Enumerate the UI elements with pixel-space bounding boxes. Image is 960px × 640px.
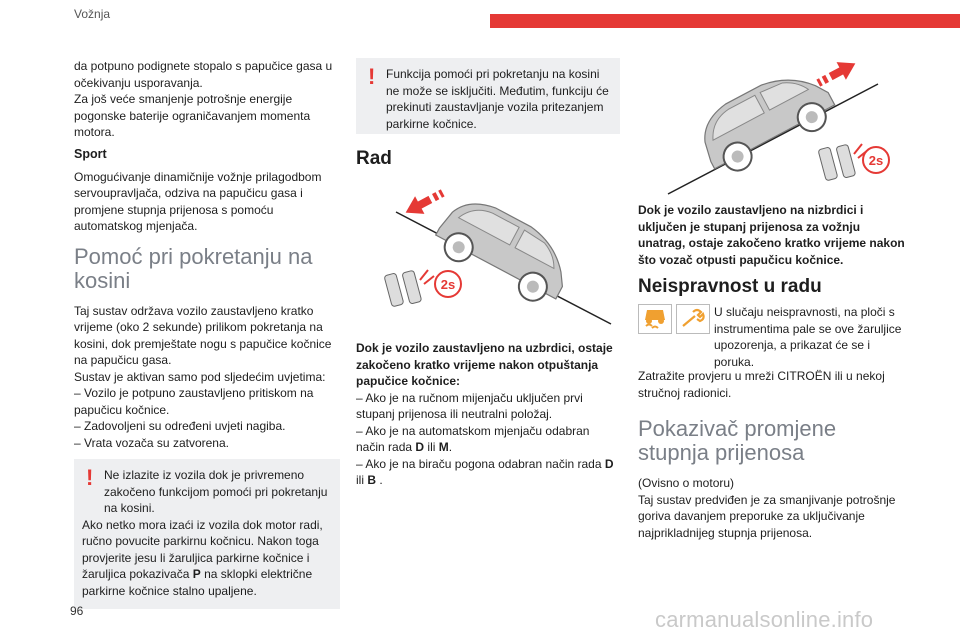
intro-text: Taj sustav održava vozilo zaustavljeno kratko vrijeme (oko 2 sekunde) prilikom pokretanja na kosini, dok premještate nogu s papučice kočnice na papučicu gasa. — [74, 303, 332, 367]
list-item — [356, 423, 620, 456]
list-text: ili — [427, 440, 436, 454]
fault-text: U slučaju neispravnosti, na ploči s instrumentima pale se ove žaruljice upozorenja, a prikazat će se i poruka. — [714, 305, 902, 369]
rad-title: Rad — [356, 148, 392, 169]
list-item — [356, 456, 620, 489]
fault-icons — [638, 304, 710, 334]
downhill-heading: Dok je vozilo zaustavljeno na nizbrdici i uključen je stupanj prijenosa za vožnju unatrag, ostaje zakočeno kratko vrijeme nakon što vozač otpusti papučicu kočnice. — [638, 203, 905, 267]
paragraph: Za još veće smanjenje potrošnje energije pogonske baterije ograničavanjem momenta motora. — [74, 92, 311, 139]
list-text: – Ako je na biraču pogona odabran način rada — [356, 456, 602, 471]
list-text: ili — [356, 473, 364, 487]
fault-title: Neispravnost u radu — [638, 276, 822, 297]
fault-section — [638, 304, 908, 370]
gear-indicator-title: Pokazivač promjene stupnja prijenosa — [638, 416, 837, 465]
list-text: . — [379, 473, 383, 487]
warning-box — [356, 58, 620, 134]
timer-label: 2s — [868, 153, 884, 168]
indicator-p: P — [192, 567, 201, 581]
uphill-heading: Dok je vozilo zaustavljeno na uzbrdici, ostaje zakočeno kratko vrijeme nakon otpuštanja papučice kočnice: — [356, 341, 613, 388]
warning-line-end: na sklopki električne parkirne kočnice stalno upaljene. — [82, 567, 313, 598]
header-title: Vožnja — [74, 7, 111, 21]
arrow-icon — [814, 55, 860, 92]
list-text: – Ako je na automatskom mjenjaču odabran način rada — [356, 423, 590, 454]
timer-badge — [863, 147, 889, 173]
uphill-car-illustration — [356, 176, 620, 326]
warning-text: Ne izlazite iz vozila dok je privremeno zakočeno funkcijom pomoći pri pokretanju na kosini. — [104, 468, 328, 515]
gear-text-1: (Ovisno o motoru) — [638, 476, 735, 490]
list-text: . — [448, 440, 453, 454]
condition-item: – Vrata vozača su zatvorena. — [74, 435, 229, 450]
warning-exclamation-icon: ! — [368, 64, 376, 89]
pedal-icon — [818, 144, 868, 181]
column-right — [638, 54, 908, 545]
warning-text-2 — [82, 517, 332, 600]
car-icon — [690, 59, 841, 181]
mode-b: B — [367, 473, 377, 487]
sport-text: Omogućivanje dinamičnije vožnje prilagodbom servoupravljača, odziva na papučicu gasa i promjene stupnja prijenosa s pomoću automatskog mjenjača. — [74, 169, 322, 233]
page-number: 96 — [70, 604, 84, 618]
conditions-intro: Sustav je aktivan samo pod sljedećim uvjetima: — [74, 369, 326, 384]
skid-warning-icon — [638, 304, 672, 334]
warning-exclamation-icon: ! — [86, 465, 94, 490]
gear-text-2: Taj sustav predviđen je za smanjivanje potrošnje goriva davanjem preporuke za uključivanje najprikladnijeg stupnja prijenosa. — [638, 492, 896, 540]
list-item: – Ako je na ručnom mijenjaču uključen prvi stupanj prijenosa ili neutralni položaj. — [356, 390, 583, 421]
arrow-icon — [401, 184, 447, 221]
column-middle — [356, 58, 620, 493]
timer-badge — [435, 271, 461, 297]
sport-heading: Sport — [74, 146, 107, 161]
mode-d: D — [415, 440, 425, 454]
warning-box — [74, 459, 340, 609]
downhill-car-illustration — [638, 54, 908, 200]
warning-text: Funkcija pomoći pri pokretanju na kosini ne može se isključiti. Međutim, funkciju će prekinuti zaustavljanje vozila pritezanjem parkirne kočnice. — [386, 67, 609, 131]
timer-label: 2s — [440, 277, 456, 292]
wrench-icon — [676, 304, 710, 334]
condition-item: – Vozilo je potpuno zaustavljeno pritiskom na papučicu kočnice. — [74, 386, 314, 417]
header-accent-bar — [490, 14, 960, 28]
paragraph: da potpuno podignete stopalo s papučice gasa u očekivanju usporavanja. — [74, 59, 333, 90]
condition-item: – Zadovoljeni su određeni uvjeti nagiba. — [74, 419, 286, 433]
warning-line: Ako netko mora izaći iz vozila dok motor radi, ručno povucite parkirnu kočnicu. Nakon toga provjerite jesu li žaruljica parkirne kočnice i žaruljica pokazivača — [82, 517, 323, 581]
mode-m: M — [438, 440, 449, 454]
fault-text-2: Zatražite provjeru u mreži CITROËN ili u nekoj stručnoj radionici. — [638, 369, 885, 400]
column-left — [74, 58, 340, 609]
pedal-icon — [384, 270, 434, 307]
mode-d: D — [604, 456, 614, 471]
watermark: carmanualsonline.info — [655, 607, 874, 632]
section-title: Pomoć pri pokretanju na kosini — [74, 243, 313, 293]
